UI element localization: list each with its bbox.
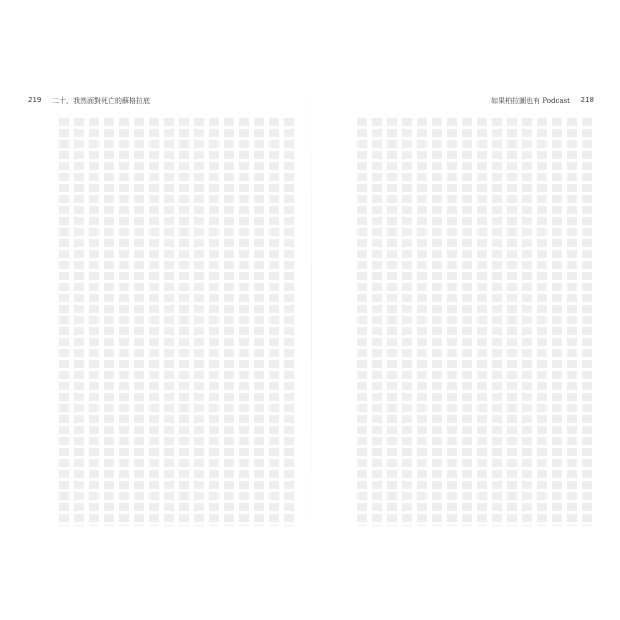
right-page	[326, 96, 594, 526]
chapter-title: 二十、我然面對死亡的蘇格拉底	[52, 97, 150, 105]
running-head-right	[326, 96, 594, 110]
body-text	[326, 118, 594, 526]
body-text	[28, 118, 296, 526]
page-number: 219	[28, 96, 42, 104]
book-spread	[28, 96, 594, 526]
running-head-left	[28, 96, 296, 110]
book-title: 如果柏拉圖也有 Podcast	[491, 97, 570, 105]
gutter	[311, 96, 312, 526]
left-page	[28, 96, 296, 526]
page-number: 218	[580, 96, 594, 104]
